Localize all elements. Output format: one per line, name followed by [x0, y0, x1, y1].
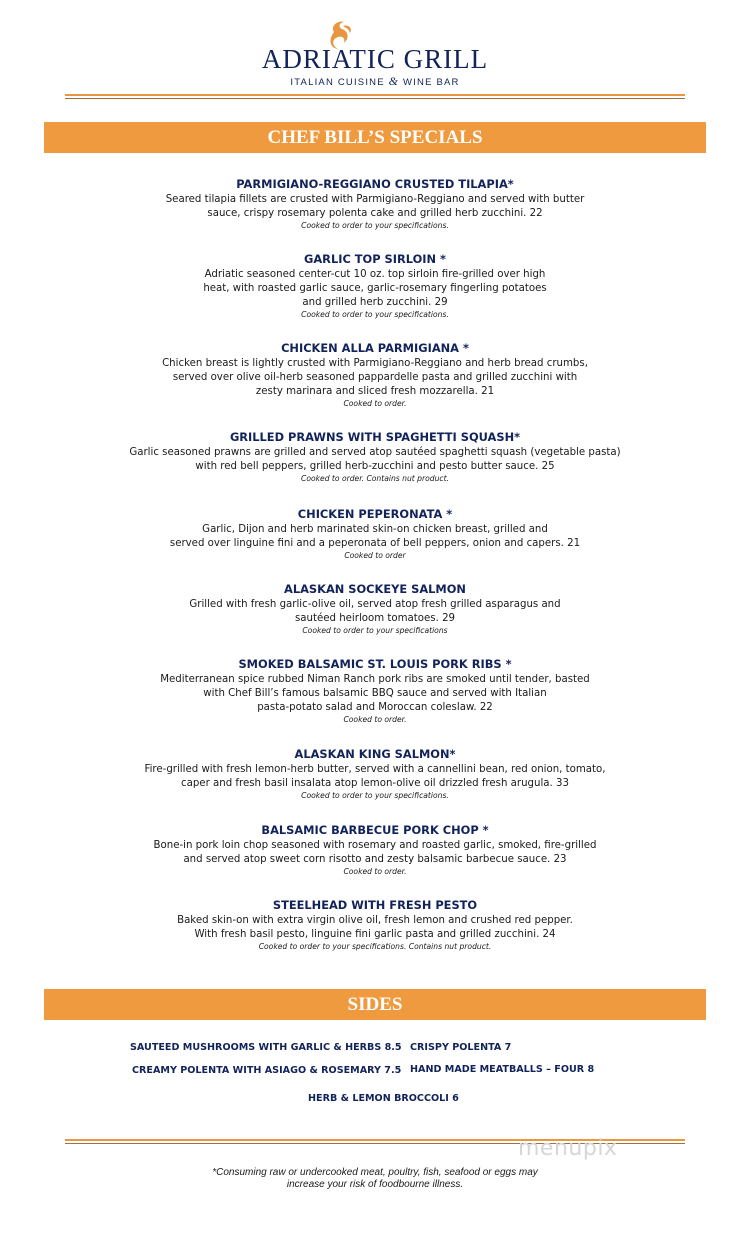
- brand-name: ADRIATIC GRILL: [261, 44, 489, 74]
- dish-name: BALSAMIC BARBECUE PORK CHOP *: [261, 823, 489, 837]
- dish-description-line: sauce, crispy rosemary polenta cake and grilled herb zucchini. 22: [207, 208, 543, 219]
- dish-prawns: [95, 430, 655, 484]
- dish-name: PARMIGIANO-REGGIANO CRUSTED TILAPIA*: [236, 177, 514, 191]
- dish-description-line: with Chef Bill’s famous balsamic BBQ sauce and served with Italian: [203, 688, 547, 699]
- dish-name: GARLIC TOP SIRLOIN *: [304, 252, 446, 266]
- dish-description: [95, 839, 655, 867]
- dish-description-line: and served atop sweet corn risotto and zesty balsamic barbecue sauce. 23: [183, 854, 567, 865]
- dish-description: [95, 673, 655, 715]
- dish-chicken-parmigiana: [95, 341, 655, 409]
- dish-note: Cooked to order: [344, 551, 406, 560]
- dish-description: [95, 523, 655, 551]
- dish-description-line: With fresh basil pesto, linguine fini garlic pasta and grilled zucchini. 24: [194, 929, 556, 940]
- dish-note: Cooked to order. Contains nut product.: [301, 474, 449, 483]
- side-item: HAND MADE MEATBALLS – FOUR 8: [410, 1064, 595, 1075]
- tagline-wine-bar: WINE BAR: [403, 77, 460, 88]
- dish-description-line: served over olive oil-herb seasoned pappardelle pasta and grilled zucchini with: [172, 372, 578, 383]
- dish-description: [95, 357, 655, 399]
- disclaimer-line: increase your risk of foodbourne illness.: [286, 1179, 464, 1190]
- dish-description-line: served over linguine fini and a peperonata of bell peppers, onion and capers. 21: [169, 538, 581, 549]
- header-divider: [65, 94, 685, 99]
- side-item: SAUTEED MUSHROOMS WITH GARLIC & HERBS 8.5: [130, 1042, 402, 1053]
- dish-name: ALASKAN KING SALMON*: [294, 747, 456, 761]
- dish-description-line: sautéed heirloom tomatoes. 29: [294, 613, 456, 624]
- dish-name: CHICKEN ALLA PARMIGIANA *: [281, 341, 469, 355]
- dish-pork-chop: [95, 823, 655, 877]
- dish-steelhead: [95, 898, 655, 952]
- tagline-ampersand: &: [388, 74, 400, 88]
- dish-note: Cooked to order.: [343, 399, 407, 408]
- specials-heading: CHEF BILL’S SPECIALS: [44, 122, 706, 153]
- dish-sirloin: [95, 252, 655, 320]
- dish-description-line: Adriatic seasoned center-cut 10 oz. top sirloin fire-grilled over high: [204, 269, 546, 280]
- dish-description-line: Fire-grilled with fresh lemon-herb butter, served with a cannellini bean, red onion, tomato,: [144, 764, 606, 775]
- side-item: CREAMY POLENTA WITH ASIAGO & ROSEMARY 7.5: [132, 1065, 402, 1076]
- dish-king-salmon: [95, 747, 655, 801]
- dish-pork-ribs: [95, 657, 655, 725]
- dish-description-line: Garlic seasoned prawns are grilled and served atop sautéed spaghetti squash (vegetable pasta): [129, 447, 621, 458]
- dish-description-line: Mediterranean spice rubbed Niman Ranch pork ribs are smoked until tender, basted: [160, 674, 590, 685]
- dish-chicken-peperonata: [95, 507, 655, 561]
- dish-note: Cooked to order to your specifications.: [301, 221, 449, 230]
- dish-name: STEELHEAD WITH FRESH PESTO: [272, 898, 478, 912]
- dish-sockeye-salmon: [95, 582, 655, 636]
- side-item: HERB & LEMON BROCCOLI 6: [308, 1093, 459, 1104]
- dish-tilapia: [95, 177, 655, 231]
- dish-note: Cooked to order.: [343, 867, 407, 876]
- health-disclaimer: [150, 1167, 600, 1191]
- dish-description-line: pasta-potato salad and Moroccan coleslaw. 22: [257, 702, 493, 713]
- side-item: CRISPY POLENTA 7: [410, 1042, 512, 1053]
- dish-description-line: Grilled with fresh garlic-olive oil, served atop fresh grilled asparagus and: [189, 599, 561, 610]
- dish-description-line: Seared tilapia fillets are crusted with Parmigiano-Reggiano and served with butter: [165, 194, 585, 205]
- dish-note: Cooked to order to your specifications.: [301, 310, 449, 319]
- dish-note: Cooked to order to your specifications: [302, 626, 448, 635]
- dish-description-line: Garlic, Dijon and herb marinated skin-on chicken breast, grilled and: [202, 524, 548, 535]
- brand-tagline: [0, 74, 750, 89]
- dish-description: [95, 268, 655, 310]
- dish-name: GRILLED PRAWNS WITH SPAGHETTI SQUASH*: [229, 430, 521, 444]
- dish-description: [95, 598, 655, 626]
- dish-name: ALASKAN SOCKEYE SALMON: [284, 582, 466, 596]
- dish-description: [95, 914, 655, 942]
- watermark-logo: menupix: [518, 1136, 618, 1161]
- dish-description-line: Bone-in pork loin chop seasoned with rosemary and roasted garlic, smoked, fire-grilled: [153, 840, 597, 851]
- dish-description: [95, 446, 655, 474]
- dish-description: [95, 763, 655, 791]
- dish-note: Cooked to order to your specifications.: [301, 791, 449, 800]
- dish-note: Cooked to order to your specifications. Contains nut product.: [258, 942, 492, 951]
- dish-description-line: Baked skin-on with extra virgin olive oil, fresh lemon and crushed red pepper.: [177, 915, 573, 926]
- dish-description-line: caper and fresh basil insalata atop lemon-olive oil drizzled fresh arugula. 33: [181, 778, 569, 789]
- dish-description-line: heat, with roasted garlic sauce, garlic-rosemary fingerling potatoes: [203, 283, 547, 294]
- dish-name: CHICKEN PEPERONATA *: [297, 507, 453, 521]
- dish-description-line: and grilled herb zucchini. 29: [302, 297, 448, 308]
- dish-note: Cooked to order.: [343, 715, 407, 724]
- dish-description-line: with red bell peppers, grilled herb-zucchini and pesto butter sauce. 25: [195, 461, 555, 472]
- dish-name: SMOKED BALSAMIC ST. LOUIS PORK RIBS *: [238, 657, 512, 671]
- dish-description: [95, 193, 655, 221]
- disclaimer-line: *Consuming raw or undercooked meat, poultry, fish, seafood or eggs may: [212, 1167, 538, 1178]
- tagline-cuisine: ITALIAN CUISINE: [290, 77, 385, 88]
- dish-description-line: Chicken breast is lightly crusted with Parmigiano-Reggiano and herb bread crumbs,: [162, 358, 588, 369]
- sides-heading: SIDES: [44, 989, 706, 1020]
- dish-description-line: zesty marinara and sliced fresh mozzarella. 21: [255, 386, 495, 397]
